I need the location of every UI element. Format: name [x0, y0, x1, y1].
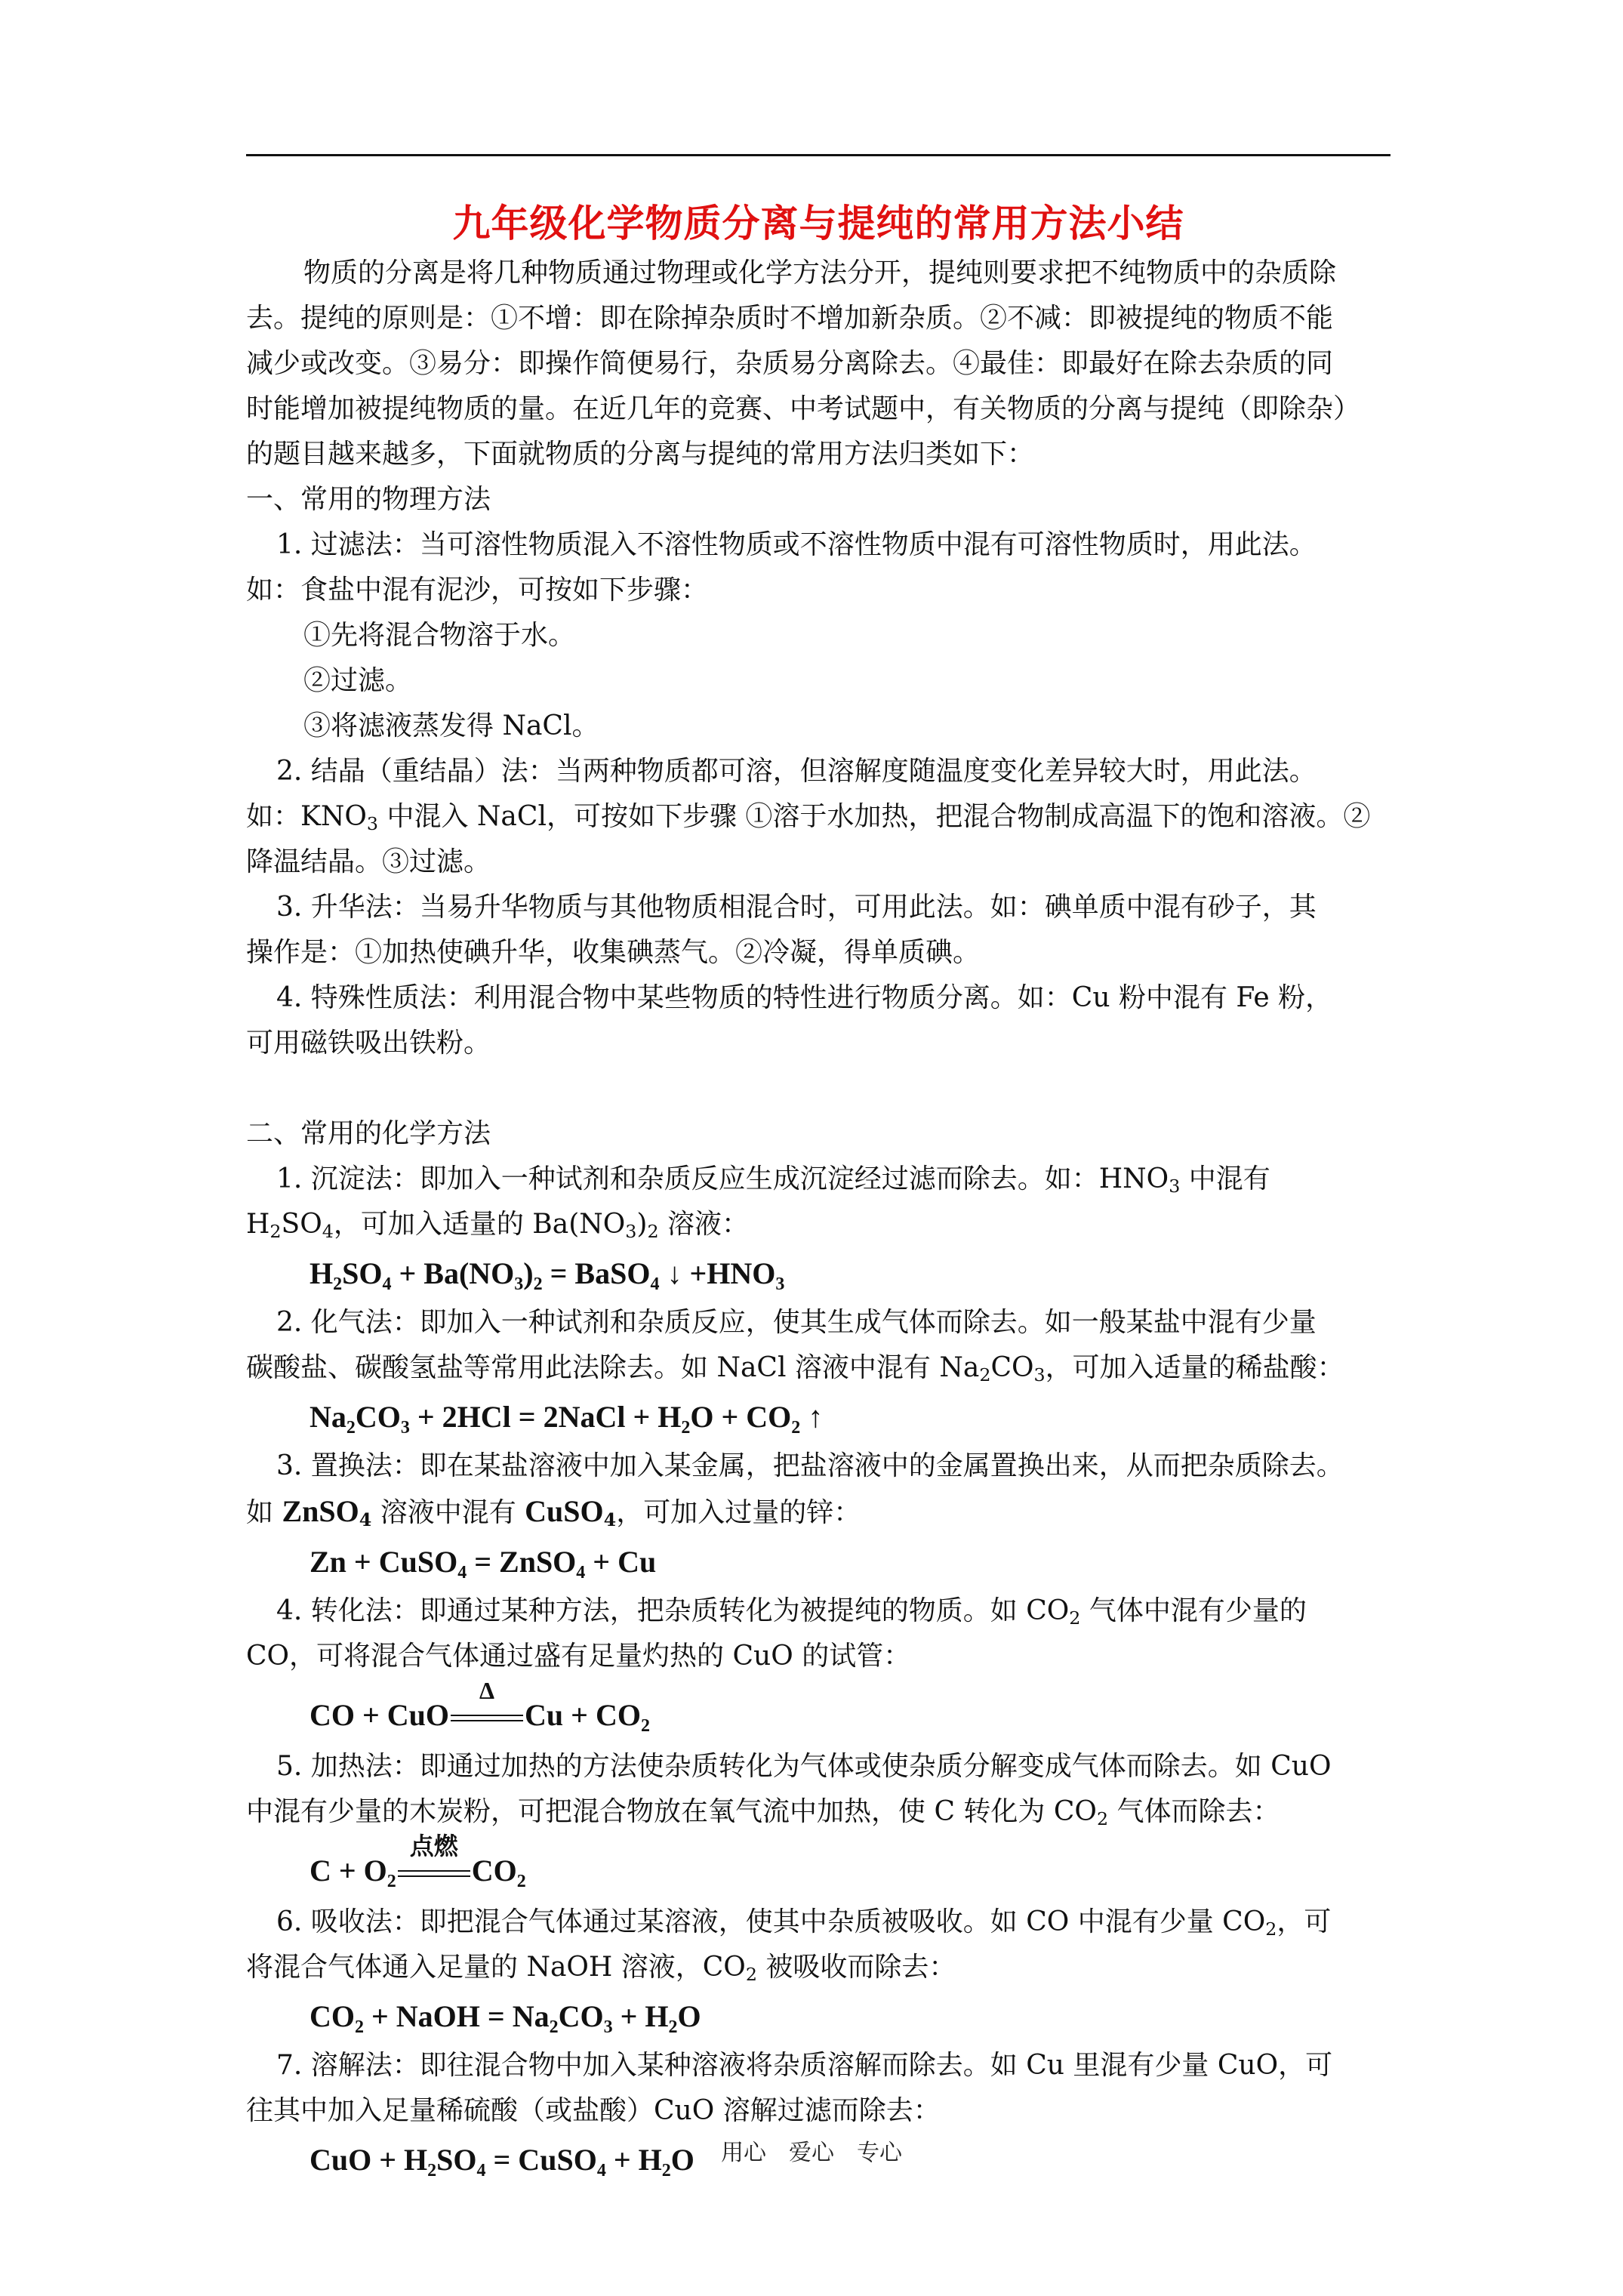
section-heading-chemical: 二、常用的化学方法 — [246, 1118, 491, 1149]
method-filtration-line: 1. 过滤法：当可溶性物质混入不溶性物质或不溶性物质中混有可溶性物质时，用此法。 — [276, 529, 1317, 560]
method-dissolution-line: 7. 溶解法：即往混合物中加入某种溶液将杂质溶解而除去。如 Cu 里混有少量 CuO，可 — [276, 2050, 1333, 2081]
method-crystallization-line: 降温结晶。③过滤。 — [246, 846, 491, 877]
document-body — [246, 251, 1394, 2187]
header-rule — [246, 154, 1390, 156]
method-precipitation-line: 1. 沉淀法：即加入一种试剂和杂质反应生成沉淀经过滤而除去。如：$HNO_3$ 中混有 — [276, 1163, 1270, 1197]
method-crystallization-line: 2. 结晶（重结晶）法：当两种物质都可溶，但溶解度随温度变化差异较大时，用此法。 — [276, 756, 1317, 787]
method-conversion-line: CO，可将混合气体通过盛有足量灼热的 CuO 的试管： — [246, 1641, 911, 1672]
method-displacement-line: 3. 置换法：即在某盐溶液中加入某金属，把盐溶液中的金属置换出来，从而把杂质除去。 — [276, 1450, 1344, 1481]
equation-displacement: Zn + CuSO$_4$ = ZnSO$_4$ + Cu — [310, 1545, 657, 1583]
method-absorption-line: 将混合气体通入足量的 NaOH 溶液，$CO_2$ 被吸收而除去： — [246, 1952, 956, 1985]
section-gap — [246, 1066, 1394, 1111]
equation-dissolution: CuO + $H_2SO_4$ = CuSO$_4$ + $H_2O$ — [310, 2143, 694, 2180]
method-displacement-line: 如 ZnSO$_4$ 溶液中混有 CuSO$_4$，可加入过量的锌： — [246, 1494, 861, 1530]
method-heating-line: 中混有少量的木炭粉，可把混合物放在氧气流中加热，使 C 转化为 $CO_2$ 气体而除去： — [246, 1796, 1280, 1829]
reaction-condition-arrow: 点燃 — [398, 1863, 470, 1885]
equation-precipitation: $H_2SO_4 + Ba(NO_3)_2$ = BaSO$_4$ ↓ $+HNO_3$ — [310, 1256, 785, 1294]
intro-line: 时能增加被提纯物质的量。在近几年的竞赛、中考试题中，有关物质的分离与提纯（即除杂） — [246, 393, 1361, 424]
method-dissolution-line: 往其中加入足量稀硫酸（或盐酸）CuO 溶解过滤而除去： — [246, 2095, 941, 2126]
reaction-condition-arrow: Δ — [451, 1707, 523, 1730]
method-absorption-line: 6. 吸收法：即把混合气体通过某溶液，使其中杂质被吸收。如 CO 中混有少量 $CO_2$，可 — [276, 1906, 1332, 1940]
page-footer: 用心 爱心 专心 — [721, 2140, 902, 2166]
equation-absorption: $CO_2$ + NaOH = $Na_2CO_3 + H_2O$ — [310, 1999, 701, 2037]
method-precipitation-line: $H_2SO_4$，可加入适量的 $Ba(NO_3)_2$ 溶液： — [246, 1209, 750, 1242]
method-conversion-line: 4. 转化法：即通过某种方法，把杂质转化为被提纯的物质。如 $CO_2$ 气体中混有少量的 — [276, 1595, 1307, 1629]
equation-conversion: CO + CuO Δ $Cu + CO_2$ — [310, 1676, 650, 1736]
filtration-step: ①先将混合物溶于水。 — [303, 620, 576, 651]
method-crystallization-line: 如：$KNO_3$ 中混入 NaCl，可按如下步骤 ①溶于水加热，把混合物制成高温下的饱和溶液。② — [246, 801, 1371, 834]
intro-line: 去。提纯的原则是：①不增：即在除掉杂质时不增加新杂质。②不减：即被提纯的物质不能 — [246, 303, 1334, 334]
method-heating-line: 5. 加热法：即通过加热的方法使杂质转化为气体或使杂质分解变成气体而除去。如 CuO — [276, 1751, 1332, 1782]
method-sublimation-line: 3. 升华法：当易升华物质与其他物质相混合时，可用此法。如：碘单质中混有砂子，其 — [276, 892, 1317, 923]
method-gasification-line: 碳酸盐、碳酸氢盐等常用此法除去。如 NaCl 溶液中混有 $Na_2CO_3$，可加入适量的稀盐酸： — [246, 1352, 1344, 1385]
equation-gasification: $Na_2CO_3 + 2HCl$ = 2NaCl + $H_2O + CO_2$ ↑ — [310, 1400, 824, 1438]
method-filtration-line: 如：食盐中混有泥沙，可按如下步骤： — [246, 575, 709, 606]
intro-line: 物质的分离是将几种物质通过物理或化学方法分开，提纯则要求把不纯物质中的杂质除 — [303, 257, 1337, 288]
method-gasification-line: 2. 化气法：即加入一种试剂和杂质反应，使其生成气体而除去。如一般某盐中混有少量 — [276, 1307, 1317, 1338]
intro-line: 的题目越来越多，下面就物质的分离与提纯的常用方法归类如下： — [246, 439, 1035, 470]
section-heading-physical: 一、常用的物理方法 — [246, 484, 491, 515]
intro-line: 减少或改变。③易分：即操作简便易行，杂质易分离除去。④最佳：即最好在除去杂质的同 — [246, 348, 1334, 379]
filtration-step: ②过滤。 — [303, 665, 413, 696]
method-special-property-line: 4. 特殊性质法：利用混合物中某些物质的特性进行物质分离。如：Cu 粉中混有 Fe 粉， — [276, 982, 1333, 1013]
method-sublimation-line: 操作是：①加热使碘升华，收集碘蒸气。②冷凝，得单质碘。 — [246, 937, 981, 968]
page-title: 九年级化学物质分离与提纯的常用方法小结 — [452, 201, 1184, 245]
filtration-step: ③将滤液蒸发得 NaCl。 — [303, 710, 599, 741]
method-special-property-line: 可用磁铁吸出铁粉。 — [246, 1028, 491, 1059]
equation-heating: $C + O_2$ 点燃 $CO_2$ — [310, 1832, 526, 1891]
